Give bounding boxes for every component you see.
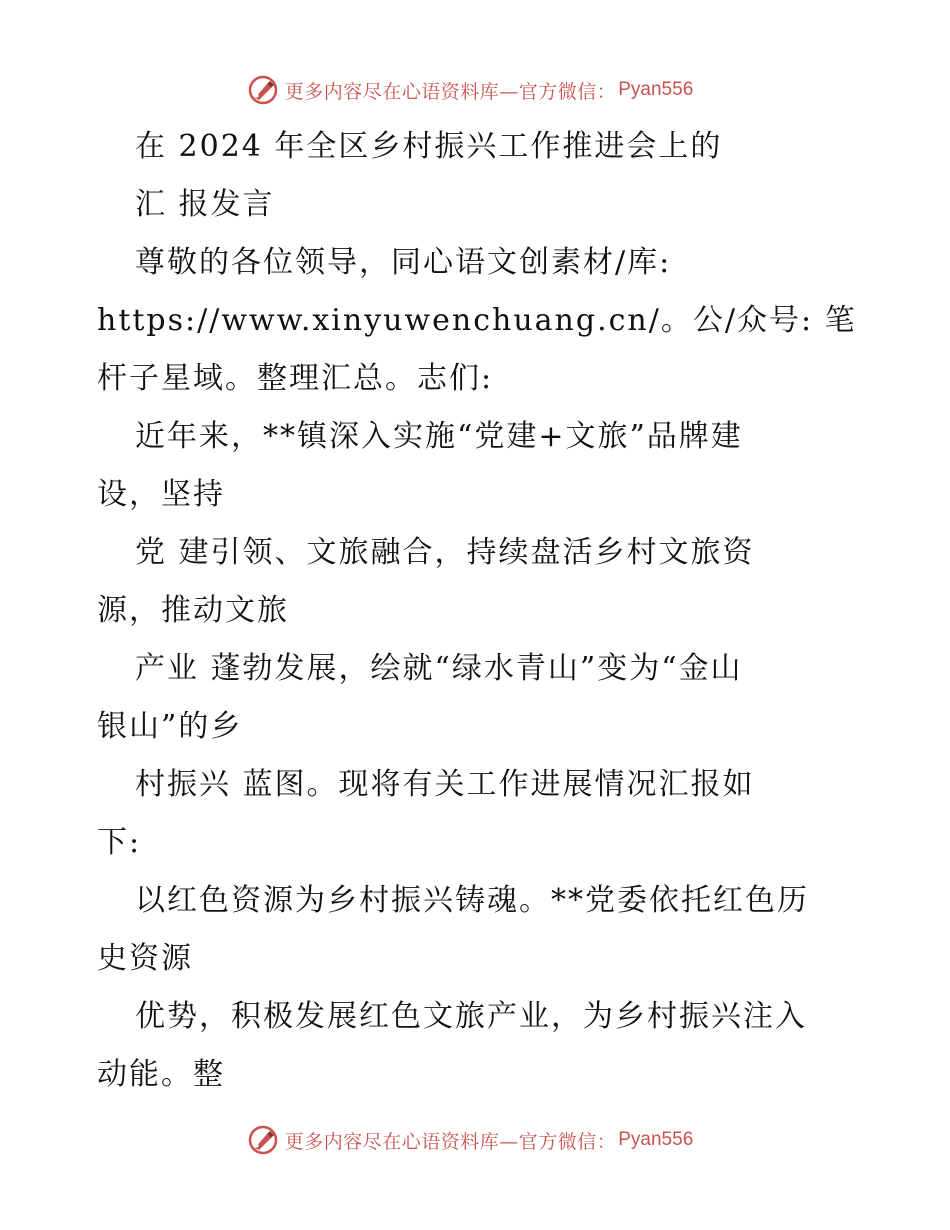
doc-line: 下: [97, 825, 142, 860]
doc-line: https://www.xinyuwenchuang.cn/。公/众号: 笔 [97, 303, 857, 338]
doc-line: 尊敬的各位领导，同心语文创素材/库: [135, 245, 672, 280]
header-banner-text: 更多内容尽在心语资料库—官方微信： [284, 80, 617, 103]
footer-banner-id: Pyan556 [618, 1129, 694, 1150]
doc-line: 党 建引领、文旅融合，持续盘活乡村文旅资 [135, 535, 755, 570]
doc-line: 杆子星域。整理汇总。志们: [97, 361, 494, 396]
doc-line: 产业 蓬勃发展，绘就“绿水青山”变为“金山 [135, 651, 743, 686]
header-banner-id: Pyan556 [618, 79, 694, 100]
pen-logo-icon [247, 1124, 279, 1156]
doc-line: 汇 报发言 [135, 187, 275, 222]
doc-line: 史资源 [97, 941, 193, 976]
doc-line: 动能。整 [97, 1057, 225, 1092]
doc-line: 设，坚持 [97, 477, 225, 512]
footer-banner [0, 1120, 950, 1160]
doc-line: 以红色资源为乡村振兴铸魂。**党委依托红色历 [135, 883, 809, 918]
doc-line: 村振兴 蓝图。现将有关工作进展情况汇报如 [135, 767, 755, 802]
doc-line: 优势，积极发展红色文旅产业，为乡村振兴注入 [135, 999, 807, 1034]
doc-line: 银山”的乡 [97, 709, 243, 744]
doc-line: 近年来，**镇深入实施“党建+文旅”品牌建 [135, 419, 743, 454]
header-banner [0, 70, 950, 110]
doc-line: 源，推动文旅 [97, 593, 289, 628]
footer-banner-text: 更多内容尽在心语资料库—官方微信： [284, 1130, 617, 1153]
doc-line: 在 2024 年全区乡村振兴工作推进会上的 [135, 129, 723, 164]
pen-logo-icon [247, 74, 279, 106]
